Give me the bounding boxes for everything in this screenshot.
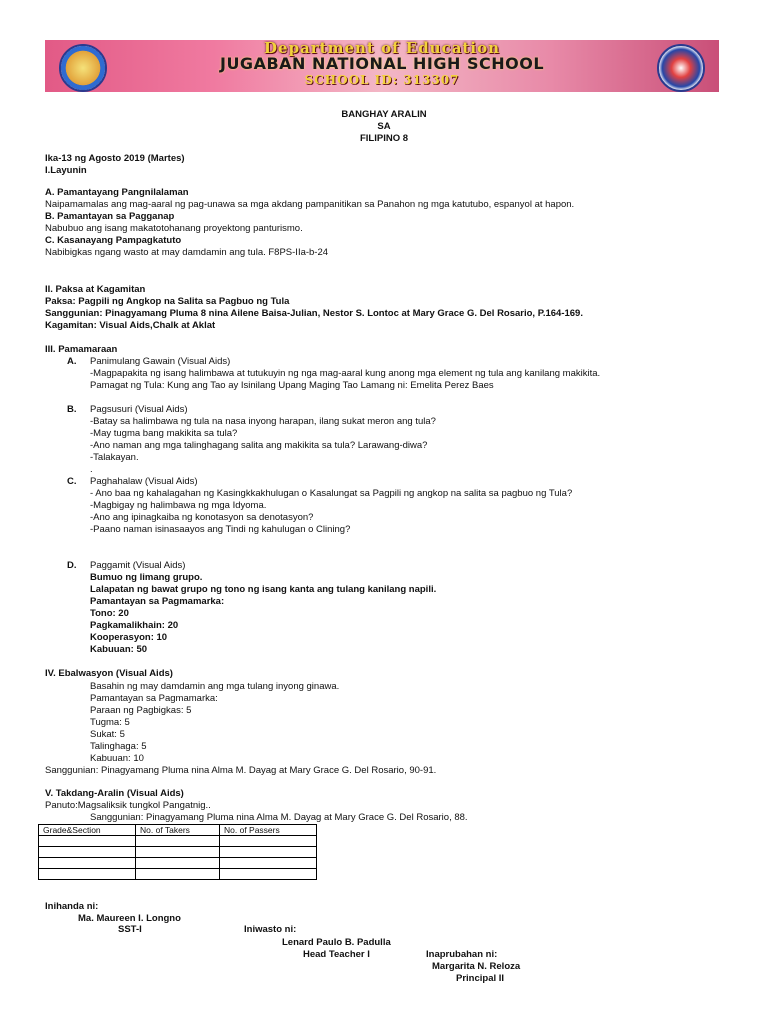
- doc-title-line3: FILIPINO 8: [359, 133, 409, 144]
- ebalwasyon-line2: Pamantayan sa Pagmamarka:: [90, 693, 218, 704]
- doc-title-line1: BANGHAY ARALIN: [341, 109, 427, 120]
- ebalwasyon-line3: Paraan ng Pagbigkas: 5: [90, 705, 192, 716]
- table-header-cell: Grade&Section: [39, 825, 136, 836]
- ebalwasyon-line4: Tugma: 5: [90, 717, 130, 728]
- table-cell: [39, 836, 136, 847]
- banner-school-name: JUGABAN NATIONAL HIGH SCHOOL: [219, 54, 545, 73]
- iniwasto-name: Lenard Paulo B. Padulla: [282, 937, 391, 948]
- text-pagganap: Nabubuo ang isang makatotohanang proyektong panturismo.: [45, 223, 303, 234]
- table-row: [39, 836, 317, 847]
- item-title-panimulang-gawain: Panimulang Gawain (Visual Aids): [90, 356, 231, 367]
- ebalwasyon-line7: Kabuuan: 10: [90, 753, 144, 764]
- paksa-line: Paksa: Pagpili ng Angkop na Salita sa Pagbuo ng Tula: [45, 296, 290, 307]
- table-cell: [220, 836, 317, 847]
- section-heading-paksa: II. Paksa at Kagamitan: [45, 284, 146, 295]
- ebalwasyon-line6: Talinghaga: 5: [90, 741, 147, 752]
- paggamit-line3: Pamantayan sa Pagmamarka:: [90, 596, 225, 607]
- table-cell: [39, 869, 136, 880]
- paghahalaw-line2: -Magbigay ng halimbawa ng mga Idyoma.: [90, 500, 267, 511]
- text-pampagkatuto: Nabibigkas ngang wasto at may damdamin ang tula. F8PS-IIa-b-24: [45, 247, 329, 258]
- table-cell: [220, 847, 317, 858]
- lesson-date: Ika-13 ng Agosto 2019 (Martes): [45, 153, 185, 164]
- table-row: [39, 847, 317, 858]
- deped-seal-icon: [657, 44, 705, 92]
- item-letter-b: B.: [67, 404, 77, 415]
- paggamit-line2: Lalapatan ng bawat grupo ng tono ng isang kanta ang tulang kanilang napili.: [90, 584, 437, 595]
- results-table: [38, 824, 317, 880]
- iniwasto-label: Iniwasto ni:: [244, 924, 297, 935]
- inihanda-name: Ma. Maureen I. Longno: [78, 913, 181, 924]
- banner-school-id: SCHOOL ID: 313307: [304, 73, 460, 87]
- table-cell: [136, 847, 220, 858]
- table-header-row: [39, 825, 317, 836]
- subheading-pangnilalaman: A. Pamantayang Pangnilalaman: [45, 187, 189, 198]
- paggamit-line7: Kabuuan: 50: [90, 644, 148, 655]
- iniwasto-title: Head Teacher I: [303, 949, 370, 960]
- table-cell: [136, 869, 220, 880]
- inaprubahan-name: Margarita N. Reloza: [432, 961, 521, 972]
- paggamit-line1: Bumuo ng limang grupo.: [90, 572, 203, 583]
- pagsusuri-line1: -Batay sa halimbawa ng tula na nasa inyong harapan, ilang sukat meron ang tula?: [90, 416, 436, 427]
- section-heading-ebalwasyon: IV. Ebalwasyon (Visual Aids): [45, 668, 173, 679]
- inaprubahan-title: Principal II: [456, 973, 505, 984]
- paghahalaw-line3: -Ano ang ipinagkaiba ng konotasyon sa denotasyon?: [90, 512, 314, 523]
- doc-title-line2: SA: [377, 121, 391, 132]
- table-row: [39, 858, 317, 869]
- pagsusuri-line4: -Talakayan.: [90, 452, 139, 463]
- ebalwasyon-sanggunian: Sanggunian: Pinagyamang Pluma nina Alma M. Dayag at Mary Grace G. Del Rosario, 90-91.: [45, 765, 437, 776]
- item-title-paggamit: Paggamit (Visual Aids): [90, 560, 186, 571]
- item-letter-c: C.: [67, 476, 77, 487]
- school-header-banner: [45, 40, 719, 92]
- banner-department: Department of Education: [264, 40, 500, 57]
- paghahalaw-line1: - Ano baa ng kahalagahan ng Kasingkkakhulugan o Kasalungat sa Pagpili ng angkop na salita sa pagbuo ng Tula?: [90, 488, 573, 499]
- pagsusuri-line3: -Ano naman ang mga talinghagang salita ang makikita sa tula? Larawang-diwa?: [90, 440, 428, 451]
- table-cell: [39, 858, 136, 869]
- takdang-aralin-sanggunian: Sanggunian: Pinagyamang Pluma nina Alma M. Dayag at Mary Grace G. Del Rosario, 88.: [90, 812, 468, 823]
- table-cell: [220, 869, 317, 880]
- ebalwasyon-line1: Basahin ng may damdamin ang mga tulang inyong ginawa.: [90, 681, 340, 692]
- panimula-line1: -Magpapakita ng isang halimbawa at tutukuyin ng nga mag-aaral kung anong mga element ng tula ang kanilang makikita.: [90, 368, 601, 379]
- table-cell: [136, 836, 220, 847]
- pagsusuri-line5: .: [90, 464, 93, 475]
- panimula-line2: Pamagat ng Tula: Kung ang Tao ay Isinilang Upang Maging Tao Lamang ni: Emelita Perez Baes: [90, 380, 494, 391]
- paghahalaw-line4: -Paano naman isinasaayos ang Tindi ng kahulugan o Clining?: [90, 524, 351, 535]
- inaprubahan-label: Inaprubahan ni:: [426, 949, 498, 960]
- table-header-cell: No. of Passers: [220, 825, 317, 836]
- section-heading-pamamaraan: III. Pamamaraan: [45, 344, 118, 355]
- paggamit-line5: Pagkamalikhain: 20: [90, 620, 179, 631]
- takdang-aralin-panuto: Panuto:Magsaliksik tungkol Pangatnig..: [45, 800, 211, 811]
- sanggunian-line: Sanggunian: Pinagyamang Pluma 8 nina Ailene Baisa-Julian, Nestor S. Lontoc at Mary Grace G. Del Rosario, P.164-169.: [45, 308, 583, 319]
- table-cell: [136, 858, 220, 869]
- inihanda-title: SST-I: [118, 924, 142, 935]
- subheading-pampagkatuto: C. Kasanayang Pampagkatuto: [45, 235, 182, 246]
- paggamit-line6: Kooperasyon: 10: [90, 632, 168, 643]
- item-title-paghahalaw: Paghahalaw (Visual Aids): [90, 476, 198, 487]
- table-row: [39, 869, 317, 880]
- table-header-cell: No. of Takers: [136, 825, 220, 836]
- table-cell: [39, 847, 136, 858]
- inihanda-label: Inihanda ni:: [45, 901, 99, 912]
- section-heading-takdang-aralin: V. Takdang-Aralin (Visual Aids): [45, 788, 184, 799]
- subheading-pagganap: B. Pamantayan sa Pagganap: [45, 211, 175, 222]
- paggamit-line4: Tono: 20: [90, 608, 129, 619]
- section-heading-layunin: I.Layunin: [45, 165, 87, 176]
- ebalwasyon-line5: Sukat: 5: [90, 729, 125, 740]
- table-cell: [220, 858, 317, 869]
- item-title-pagsusuri: Pagsusuri (Visual Aids): [90, 404, 188, 415]
- pagsusuri-line2: -May tugma bang makikita sa tula?: [90, 428, 238, 439]
- kagamitan-line: Kagamitan: Visual Aids,Chalk at Aklat: [45, 320, 216, 331]
- text-pangnilalaman: Naipamamalas ang mag-aaral ng pag-unawa sa mga akdang pampanitikan sa Panahon ng mga katutubo, espanyol at hapon.: [45, 199, 575, 210]
- item-letter-d: D.: [67, 560, 77, 571]
- item-letter-a: A.: [67, 356, 77, 367]
